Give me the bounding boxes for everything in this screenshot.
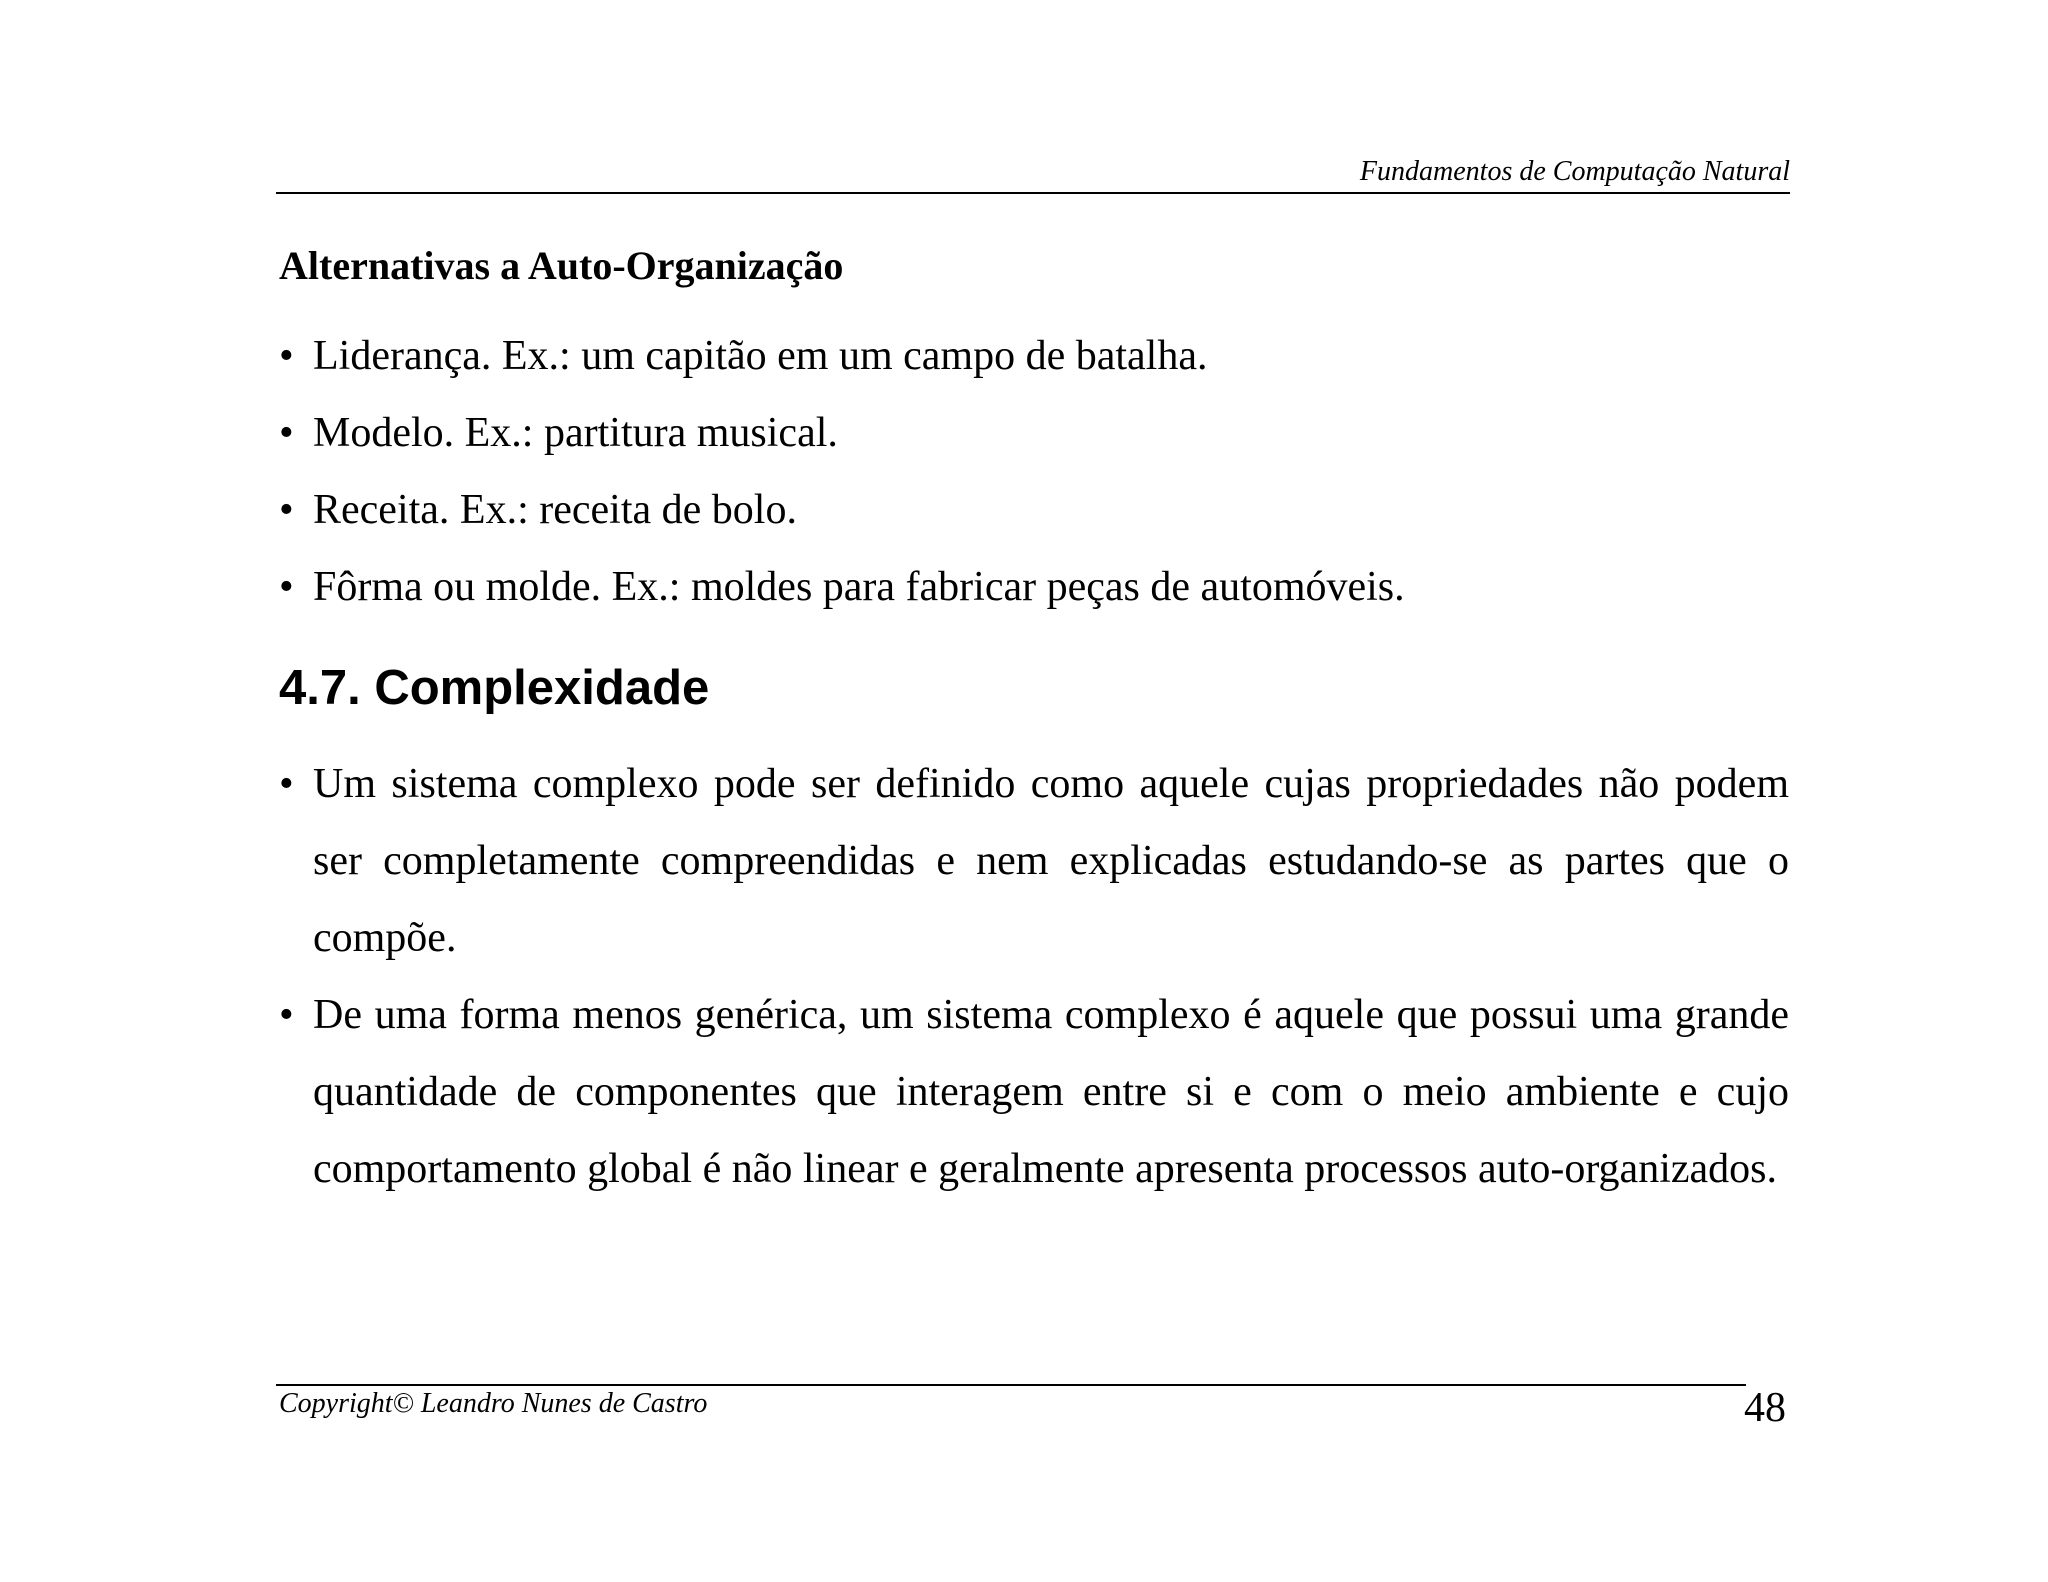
list-item	[279, 472, 1789, 549]
page-number: 48	[1744, 1385, 1786, 1431]
header-rule	[276, 192, 1790, 194]
running-header-title: Fundamentos de Computação Natural	[1359, 156, 1790, 187]
bullet-icon: •	[279, 410, 294, 456]
footer-rule	[276, 1384, 1746, 1386]
section-heading: Alternativas a Auto-Organização	[279, 243, 844, 288]
paragraph-text: Um sistema complexo pode ser definido como aquele cujas propriedades não podem ser completamente compreendidas e nem explicadas estudando-se as partes que o compõe.	[313, 761, 1789, 961]
paragraph-text: De uma forma menos genérica, um sistema complexo é aquele que possui uma grande quantidade de componentes que interagem entre si e com o meio ambiente e cujo comportamento global é não linear e geralmente apresenta processos auto-organizados.	[313, 992, 1789, 1192]
list-item-text: Fôrma ou molde. Ex.: moldes para fabricar peças de automóveis.	[313, 564, 1405, 610]
list-item-text: Modelo. Ex.: partitura musical.	[313, 410, 838, 456]
paragraph-item	[279, 977, 1789, 1208]
bullet-icon: •	[279, 761, 294, 807]
list-item-text: Liderança. Ex.: um capitão em um campo de batalha.	[313, 333, 1208, 379]
bullet-icon: •	[279, 992, 294, 1038]
bullet-icon: •	[279, 564, 294, 610]
footer-copyright: Copyright© Leandro Nunes de Castro	[279, 1388, 708, 1419]
list-item	[279, 549, 1789, 626]
list-item	[279, 395, 1789, 472]
bullet-icon: •	[279, 333, 294, 379]
bullet-icon: •	[279, 487, 294, 533]
chapter-heading: 4.7. Complexidade	[279, 661, 710, 715]
list-item-text: Receita. Ex.: receita de bolo.	[313, 487, 797, 533]
list-item	[279, 318, 1789, 395]
paragraph-item	[279, 746, 1789, 977]
alternatives-list	[279, 318, 1789, 626]
complexity-paragraphs	[279, 746, 1789, 1208]
